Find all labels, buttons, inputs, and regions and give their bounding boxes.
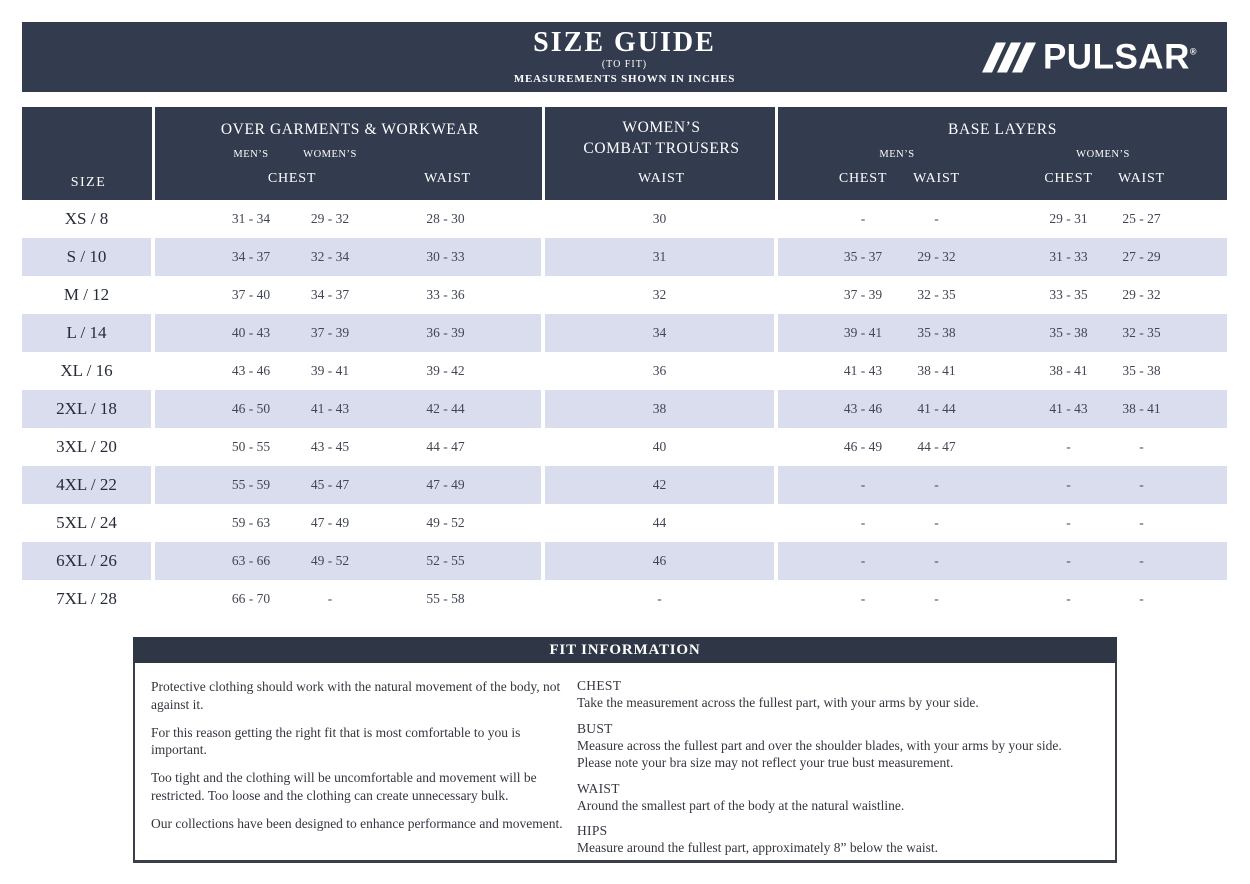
fit-advice-paragraph: Our collections have been designed to enhance performance and movement.: [151, 815, 563, 831]
table-row: [22, 390, 1227, 428]
value-cell: 43 - 45: [310, 439, 350, 454]
value-cell: 35 - 38: [1049, 325, 1088, 340]
value-cell: 59 - 63: [231, 515, 271, 530]
col-header-bl-womens-waist: WAIST: [1118, 170, 1165, 186]
value-cell: 38 - 41: [917, 363, 956, 378]
col-header-bl-womens-chest: CHEST: [1044, 170, 1093, 186]
value-cell: -: [1139, 553, 1144, 568]
pulsar-logo: [989, 37, 1197, 77]
value-cell: 35 - 37: [843, 249, 883, 264]
size-cell: 7XL / 28: [22, 580, 155, 618]
value-cell: 25 - 27: [1122, 211, 1161, 226]
fit-measurement-section: [577, 781, 1099, 815]
value-cell: -: [1139, 439, 1144, 454]
value-cell: -: [1066, 553, 1071, 568]
value-cell: 44 - 47: [388, 428, 545, 466]
header-divider: [775, 107, 778, 200]
fit-advice-paragraph: Too tight and the clothing will be uncomfortable and movement will be restricted. Too loose and the clothing can create unnecessary bulk.: [151, 770, 537, 804]
value-cell: 41 - 43: [1049, 401, 1088, 416]
value-cell: 38 - 41: [1049, 363, 1088, 378]
value-cell: -: [934, 211, 939, 226]
value-cell: 55 - 59: [231, 477, 271, 492]
value-cell: -: [1139, 477, 1144, 492]
value-cell: 29 - 32: [917, 249, 956, 264]
value-cell: 49 - 52: [310, 553, 350, 568]
value-cell: 32 - 35: [1122, 325, 1161, 340]
fit-measurement-body: Around the smallest part of the body at the natural waistline.: [577, 797, 905, 813]
value-cell: 39 - 41: [310, 363, 350, 378]
table-row: [22, 504, 1227, 542]
fit-information-box: [133, 663, 1117, 863]
value-cell: 46 - 50: [231, 401, 271, 416]
value-cell: 29 - 31: [1049, 211, 1088, 226]
value-cell: 63 - 66: [231, 553, 271, 568]
value-cell: -: [1139, 515, 1144, 530]
value-cell: -: [545, 580, 778, 618]
value-cell: 31: [545, 238, 778, 276]
registered-mark: ®: [1189, 46, 1197, 57]
table-row: [22, 466, 1227, 504]
col-header-bl-mens-chest: CHEST: [838, 170, 888, 186]
fit-measurement-section: [577, 823, 1099, 857]
value-cell: 47 - 49: [388, 466, 545, 504]
value-cell: 34 - 37: [310, 287, 350, 302]
table-body: [22, 200, 1227, 618]
value-cell: 37 - 39: [843, 287, 883, 302]
value-cell: 41 - 43: [310, 401, 350, 416]
group-header-over-garments: OVER GARMENTS & WORKWEAR: [220, 121, 480, 138]
value-cell: 36 - 39: [388, 314, 545, 352]
value-cell: 37 - 39: [310, 325, 350, 340]
value-cell: -: [934, 591, 939, 606]
table-row: [22, 276, 1227, 314]
value-cell: 33 - 35: [1049, 287, 1088, 302]
fit-measurement-heading: HIPS: [577, 823, 608, 839]
banner-title-block: [514, 29, 735, 85]
value-cell: 44 - 47: [917, 439, 956, 454]
value-cell: 45 - 47: [310, 477, 350, 492]
value-cell: -: [1139, 591, 1144, 606]
value-cell: 44: [545, 504, 778, 542]
value-cell: 38: [545, 390, 778, 428]
fit-advice-column: [151, 678, 563, 850]
header-banner: [22, 22, 1227, 92]
fit-measurement-body: Measure across the fullest part and over the shoulder blades, with your arms by your side. Please note your bra size may not reflect your true bust measurement.: [577, 737, 1062, 771]
value-cell: 55 - 58: [388, 580, 545, 618]
value-cell: 31 - 34: [231, 211, 271, 226]
fit-measurement-heading: WAIST: [577, 780, 620, 796]
group-header-combat-trousers: WOMEN’S COMBAT TROUSERS: [583, 119, 740, 157]
value-cell: 37 - 40: [231, 287, 271, 302]
value-cell: 46 - 49: [843, 439, 883, 454]
brand-name: PULSAR®: [1042, 37, 1197, 77]
header-divider: [542, 107, 545, 200]
subheader-bl-mens: MEN’S: [879, 148, 915, 160]
value-cell: 27 - 29: [1122, 249, 1161, 264]
value-cell: 34 - 37: [231, 249, 271, 264]
header-divider: [152, 107, 155, 200]
value-cell: 40: [545, 428, 778, 466]
fit-advice-paragraph: Protective clothing should work with the natural movement of the body, not against it.: [151, 679, 561, 712]
fit-measurement-heading: BUST: [577, 720, 613, 736]
value-cell: -: [934, 477, 939, 492]
value-cell: 30: [545, 200, 778, 238]
value-cell: 38 - 41: [1122, 401, 1161, 416]
value-cell: 42: [545, 466, 778, 504]
value-cell: -: [860, 591, 866, 606]
size-cell: XS / 8: [22, 200, 155, 238]
value-cell: 29 - 32: [1122, 287, 1161, 302]
value-cell: 49 - 52: [388, 504, 545, 542]
subheader-og-womens: WOMEN’S: [303, 148, 357, 160]
size-cell: M / 12: [22, 276, 155, 314]
fit-measurement-column: [577, 678, 1099, 856]
value-cell: -: [934, 553, 939, 568]
value-cell: 33 - 36: [388, 276, 545, 314]
col-header-og-chest: CHEST: [267, 170, 317, 186]
subheader-bl-womens: WOMEN’S: [1076, 148, 1130, 160]
col-header-bl-mens-waist: WAIST: [913, 170, 960, 186]
fit-measurement-body: Measure around the fullest part, approximately 8” below the waist.: [577, 840, 939, 856]
value-cell: -: [860, 477, 866, 492]
value-cell: 52 - 55: [388, 542, 545, 580]
value-cell: 36: [545, 352, 778, 390]
value-cell: -: [860, 211, 866, 226]
fit-information-header: FIT INFORMATION: [133, 637, 1117, 663]
size-cell: XL / 16: [22, 352, 155, 390]
fit-measurement-heading: CHEST: [577, 678, 622, 693]
value-cell: 32 - 35: [917, 287, 956, 302]
value-cell: 39 - 42: [388, 352, 545, 390]
value-cell: 46: [545, 542, 778, 580]
fit-measurement-section: [577, 721, 1099, 772]
table-header: [22, 107, 1227, 200]
size-cell: 2XL / 18: [22, 390, 155, 428]
size-guide-table: [22, 107, 1227, 618]
size-cell: L / 14: [22, 314, 155, 352]
value-cell: 32: [545, 276, 778, 314]
value-cell: 35 - 38: [917, 325, 956, 340]
value-cell: -: [860, 553, 866, 568]
col-header-size: SIZE: [70, 175, 107, 190]
subheader-og-mens: MEN’S: [233, 148, 269, 160]
value-cell: 29 - 32: [310, 211, 350, 226]
table-row: [22, 580, 1227, 618]
value-cell: 30 - 33: [388, 238, 545, 276]
size-cell: 4XL / 22: [22, 466, 155, 504]
size-cell: S / 10: [22, 238, 155, 276]
table-row: [22, 542, 1227, 580]
table-row: [22, 428, 1227, 466]
logo-stripes-icon: [989, 42, 1034, 72]
value-cell: 66 - 70: [231, 591, 271, 606]
value-cell: 43 - 46: [843, 401, 883, 416]
size-cell: 3XL / 20: [22, 428, 155, 466]
value-cell: -: [1066, 439, 1071, 454]
size-cell: 5XL / 24: [22, 504, 155, 542]
fit-measurement-section: [577, 678, 1099, 712]
table-row: [22, 200, 1227, 238]
table-row: [22, 352, 1227, 390]
value-cell: 47 - 49: [310, 515, 350, 530]
value-cell: 28 - 30: [388, 200, 545, 238]
value-cell: -: [860, 515, 866, 530]
fit-measurement-body: Take the measurement across the fullest part, with your arms by your side.: [577, 695, 979, 710]
table-row: [22, 238, 1227, 276]
col-header-og-waist: WAIST: [424, 170, 471, 186]
value-cell: 50 - 55: [231, 439, 271, 454]
fit-advice-paragraph: For this reason getting the right fit that is most comfortable to you is important.: [151, 724, 521, 758]
value-cell: 40 - 43: [231, 325, 271, 340]
value-cell: 41 - 43: [843, 363, 883, 378]
value-cell: 34: [545, 314, 778, 352]
value-cell: 43 - 46: [231, 363, 271, 378]
value-cell: 41 - 44: [917, 401, 956, 416]
value-cell: 39 - 41: [843, 325, 883, 340]
value-cell: -: [1066, 591, 1071, 606]
value-cell: -: [327, 591, 333, 606]
value-cell: 32 - 34: [310, 249, 350, 264]
value-cell: 35 - 38: [1122, 363, 1161, 378]
value-cell: 42 - 44: [388, 390, 545, 428]
page-subtitle: (TO FIT): [601, 59, 648, 70]
value-cell: -: [1066, 477, 1071, 492]
group-header-base-layers: BASE LAYERS: [948, 121, 1057, 138]
value-cell: -: [1066, 515, 1071, 530]
size-cell: 6XL / 26: [22, 542, 155, 580]
value-cell: 31 - 33: [1049, 249, 1088, 264]
value-cell: -: [934, 515, 939, 530]
col-header-combat-waist: WAIST: [638, 170, 685, 186]
measurements-note: MEASUREMENTS SHOWN IN INCHES: [513, 73, 736, 85]
table-row: [22, 314, 1227, 352]
page-title: SIZE GUIDE: [533, 27, 716, 58]
